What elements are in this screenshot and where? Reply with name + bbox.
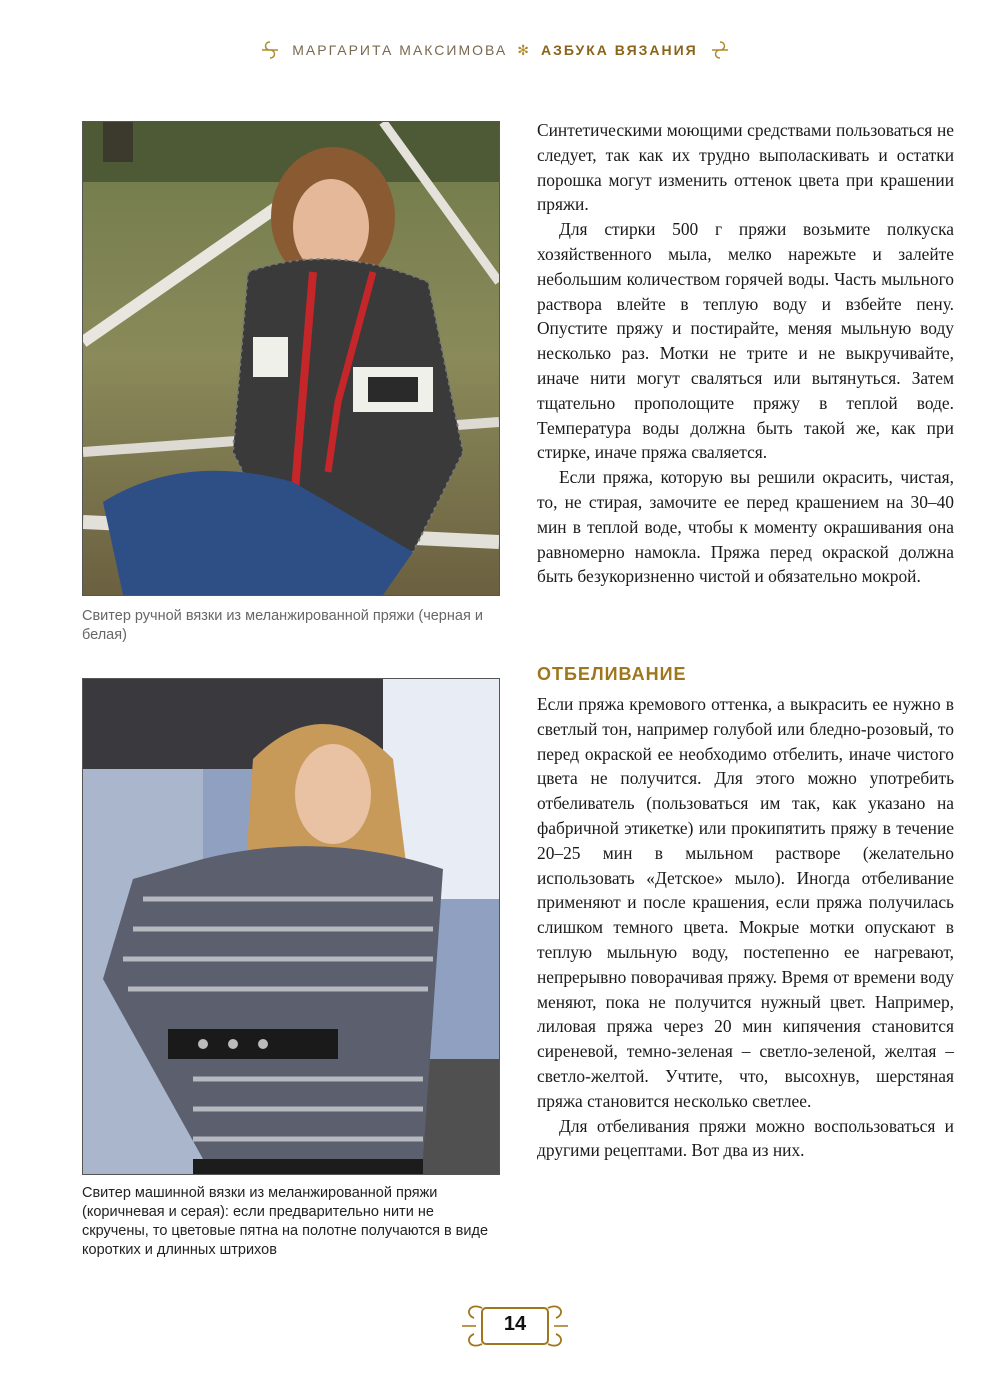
running-header [0, 38, 990, 62]
body-text-top [537, 118, 954, 589]
header-author: МАРГАРИТА МАКСИМОВА [292, 42, 508, 58]
header-book-title: АЗБУКА ВЯЗАНИЯ [540, 42, 698, 58]
page-number: 14 [503, 1313, 527, 1335]
header-separator: ✻ [517, 41, 531, 58]
paragraph: Для отбеливания пряжи можно воспользоваться и другими рецептами. Вот два из них. [537, 1115, 954, 1161]
page-number-frame [460, 1300, 570, 1352]
photo-caption-1: Свитер ручной вязки из меланжированной пряжи (черная и белая) [82, 608, 483, 643]
section-heading: ОТБЕЛИВАНИЕ [537, 664, 687, 684]
photo-hand-knit-sweater [82, 121, 500, 596]
paragraph: Синтетическими моющими средствами пользоваться не следует, так как их трудно выполаскивать и остатки порошка могут изменить оттенок цвета при крашении пряжи. [537, 120, 954, 215]
paragraph: Если пряжа кремового оттенка, а выкрасить ее нужно в светлый тон, например голубой или бледно-розовый, то перед окраской ее необходимо отбелить, иначе чистого цвета не получится. Для этого можно употребить отбеливатель (пользоваться им так, как указано на фабричной этикетке) или прокипятить пряжу в течение 20–25 мин в мыльном растворе (желательно использовать «Детское» мыло). Иногда отбеливание применяют и после крашения, если пряжа получилась слишком темного цвета. Мокрые мотки опускают в теплую мыльную воду, постепенно ее нагревают, непрерывно поворачивая пряжу. Время от времени воду меняют, пока не получится нужный цвет. Например, лиловая пряжа через 20 мин кипячения становится сиреневой, темно-зеленая – светло-зеленой, желтая – светло-желтой. Учтите, что, высохнув, шерстяная пряжа становится несколько светлее. [537, 694, 954, 1111]
paragraph: Если пряжа, которую вы решили окрасить, чистая, то, не стирая, замочите ее перед крашением на 30–40 мин в теплой воде, чтобы к моменту окрашивания она равномерно намокла. Пряжа перед окраской должна быть безукоризненно чистой и обязательно мокрой. [537, 467, 954, 587]
ornament-left-icon [258, 40, 282, 60]
photo-machine-knit-sweater [82, 678, 500, 1175]
paragraph: Для стирки 500 г пряжи возьмите полкуска хозяйственного мыла, мелко нарежьте и залейте небольшим количеством горячей воды. Часть мыльного раствора влейте в теплую воду и взбейте пену. Опустите пряжу и постирайте, меняя мыльную воду несколько раз. Мотки не трите и не выкручивайте, иначе нити могут сваляться или вытянуться. Затем тщательно прополощите пряжу в теплой воде. Температура воды должна быть такой же, как при стирке, иначе пряжа сваляется. [537, 219, 954, 463]
ornament-right-icon [708, 40, 732, 60]
body-text-bottom [537, 692, 954, 1163]
photo-caption-2: Свитер машинной вязки из меланжированной пряжи (коричневая и серая): если предварительно нити не скручены, то цветовые пятна на полотне получаются в виде коротких и длинных штрихов [82, 1185, 489, 1258]
